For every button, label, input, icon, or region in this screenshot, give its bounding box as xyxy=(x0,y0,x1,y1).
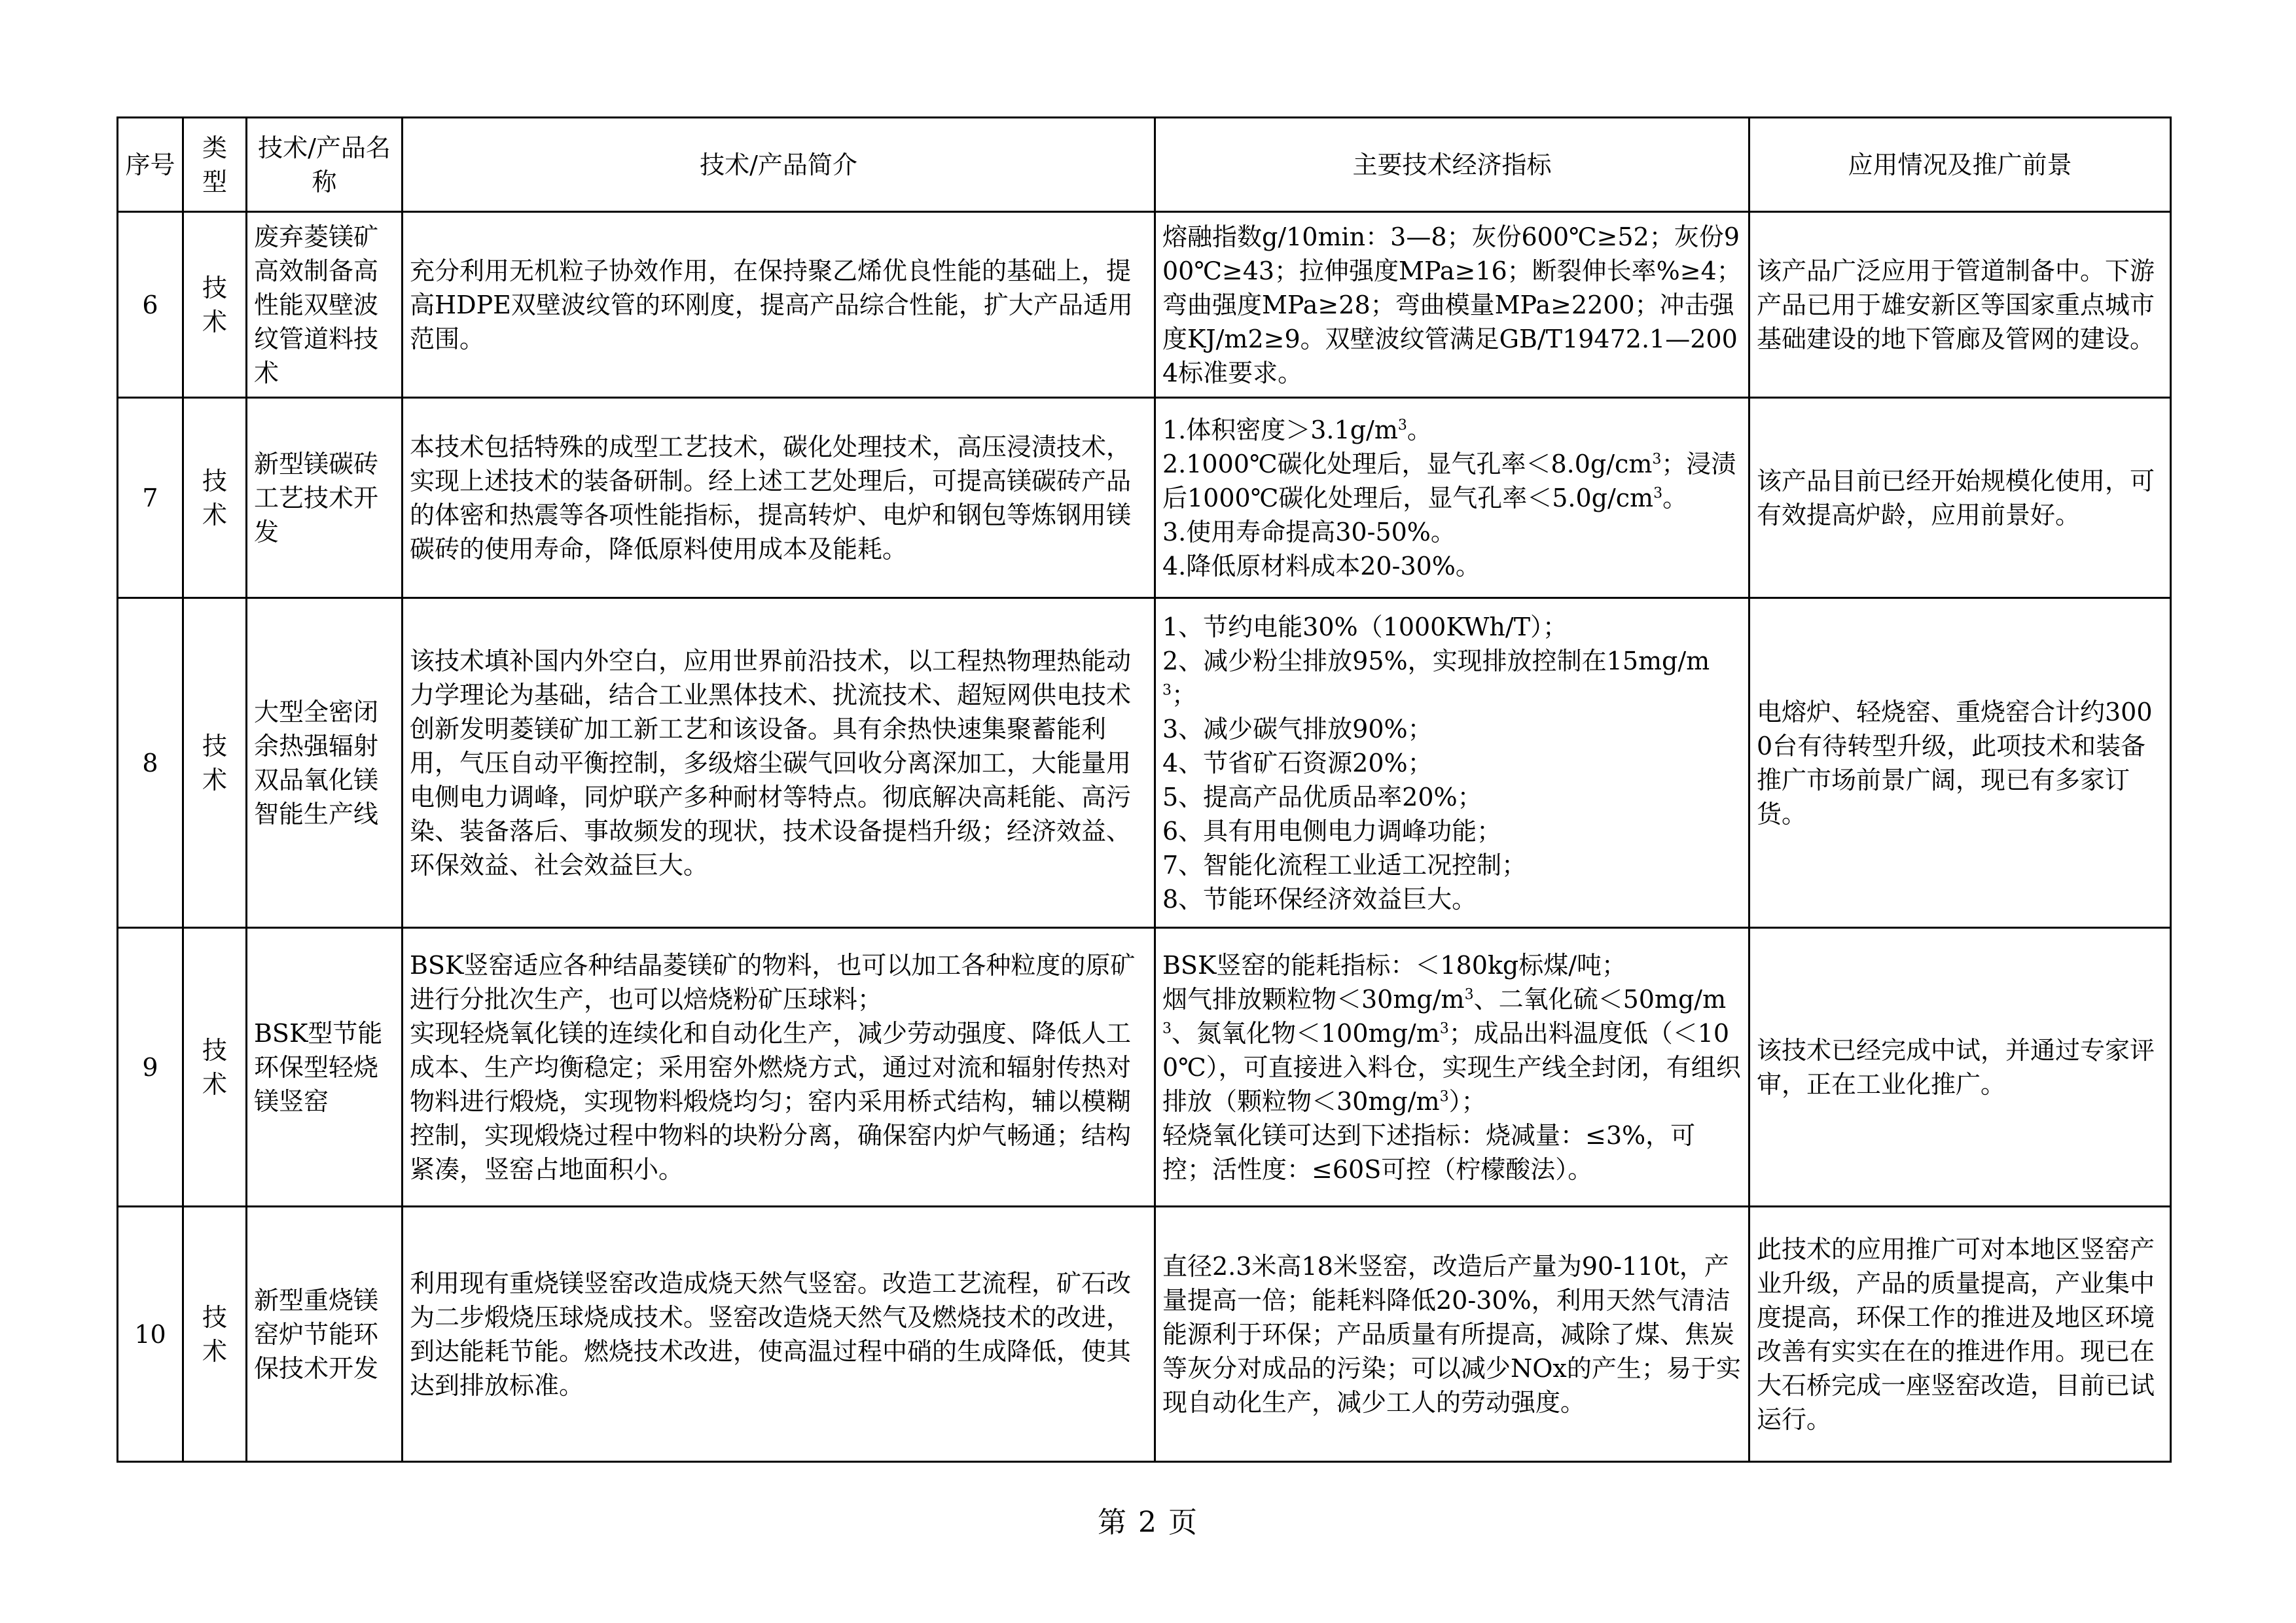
row-type: 技术 xyxy=(183,398,247,598)
technology-table xyxy=(117,116,2172,1463)
row-name: 废弃菱镁矿高效制备高性能双壁波纹管道料技术 xyxy=(247,212,403,398)
table-row xyxy=(118,212,2171,398)
indicator-line: 1.体积密度$>3.1g/m^3$。 xyxy=(1162,415,1432,444)
indicator-line: 8、节能环保经济效益巨大。 xyxy=(1162,884,1477,914)
row-type: 技术 xyxy=(183,212,247,398)
row-desc: BSK竖窑适应各种结晶菱镁矿的物料，也可以加工各种粒度的原矿进行分批次生产，也可以焙烧粉矿压球料； 实现轻烧氧化镁的连续化和自动化生产，减少劳动强度、降低人工成本、生产均衡稳定；采用窑外燃烧方式，通过对流和辐射传热对物料进行煅烧，实现物料煅烧均匀；窑内采用桥式结构，辅以模糊控制，实现煅烧过程中物料的块粉分离，确保窑内炉气畅通；结构紧凑，竖窑占地面积小。 xyxy=(403,928,1155,1207)
row-indicators xyxy=(1155,398,1749,598)
row-num: 8 xyxy=(118,598,183,928)
indicator-line: 烟气排放颗粒物$<30mg/m^3$、二氧化硫$<50mg/m^3$、氮氧化物$<100mg/m^3$；成品出料温度低（＜100℃），可直接进入料仓，实现生产线全封闭，有组织排放（颗粒物$<30mg/m^3$）； xyxy=(1162,984,1741,1116)
row-num: 7 xyxy=(118,398,183,598)
indicator-line: 2.1000℃碳化处理后，显气孔率$<8.0g/cm^3$；浸渍后1000℃碳化处理后，显气孔率$<5.0g/cm^3$。 xyxy=(1162,449,1736,512)
header-indicators: 主要技术经济指标 xyxy=(1155,118,1749,212)
indicator-line: 轻烧氧化镁可达到下述指标：烧减量：≤3%，可控；活性度：≤60S可控（柠檬酸法）。 xyxy=(1162,1120,1696,1184)
indicator-line: 7、智能化流程工业适工况控制； xyxy=(1162,850,1527,880)
indicator-line: 1、节约电能30%（1000KWh/T）； xyxy=(1162,612,1568,641)
indicator-line: 5、提高产品优质品率20%； xyxy=(1162,782,1482,812)
table-row xyxy=(118,928,2171,1207)
page-number: 第 2 页 xyxy=(1098,1506,1198,1539)
indicator-line: 4.降低原材料成本20-30%。 xyxy=(1162,551,1480,580)
row-num: 9 xyxy=(118,928,183,1207)
indicator-line: 3.使用寿命提高30-50%。 xyxy=(1162,517,1456,546)
row-desc: 利用现有重烧镁竖窑改造成烧天然气竖窑。改造工艺流程，矿石改为二步煅烧压球烧成技术。竖窑改造烧天然气及燃烧技术的改进，到达能耗节能。燃烧技术改进，使高温过程中硝的生成降低，使其达到排放标准。 xyxy=(403,1207,1155,1462)
row-desc: 本技术包括特殊的成型工艺技术，碳化处理技术，高压浸渍技术，实现上述技术的装备研制。经上述工艺处理后，可提高镁碳砖产品的体密和热震等各项性能指标，提高转炉、电炉和钢包等炼钢用镁碳砖的使用寿命，降低原料使用成本及能耗。 xyxy=(403,398,1155,598)
row-name: 新型镁碳砖工艺技术开发 xyxy=(247,398,403,598)
row-desc: 该技术填补国内外空白，应用世界前沿技术，以工程热物理热能动力学理论为基础，结合工业黑体技术、扰流技术、超短网供电技术创新发明菱镁矿加工新工艺和该设备。具有余热快速集聚蓄能利用，气压自动平衡控制，多级熔尘碳气回收分离深加工，大能量用电侧电力调峰，同炉联产多种耐材等特点。彻底解决高耗能、高污染、装备落后、事故频发的现状，技术设备提档升级；经济效益、环保效益、社会效益巨大。 xyxy=(403,598,1155,928)
row-num: 10 xyxy=(118,1207,183,1462)
indicator-line: 3、减少碳气排放90%； xyxy=(1162,714,1433,743)
row-type: 技术 xyxy=(183,928,247,1207)
row-indicators xyxy=(1155,928,1749,1207)
row-indicators xyxy=(1155,598,1749,928)
header-application: 应用情况及推广前景 xyxy=(1749,118,2171,212)
row-application: 该产品广泛应用于管道制备中。下游产品已用于雄安新区等国家重点城市基础建设的地下管廊及管网的建设。 xyxy=(1749,212,2171,398)
header-type: 类型 xyxy=(183,118,247,212)
indicator-line: 4、节省矿石资源20%； xyxy=(1162,748,1433,777)
row-num: 6 xyxy=(118,212,183,398)
table-row xyxy=(118,598,2171,928)
header-name: 技术/产品名称 xyxy=(247,118,403,212)
table-row xyxy=(118,1207,2171,1462)
table-row xyxy=(118,398,2171,598)
row-application: 此技术的应用推广可对本地区竖窑产业升级，产品的质量提高，产业集中度提高，环保工作的推进及地区环境改善有实实在在的推进作用。现已在大石桥完成一座竖窑改造，目前已试运行。 xyxy=(1749,1207,2171,1462)
indicator-line: BSK竖窑的能耗指标：＜180kg标煤/吨； xyxy=(1162,950,1627,980)
indicator-line: 6、具有用电侧电力调峰功能； xyxy=(1162,816,1502,846)
header-row xyxy=(118,118,2171,212)
row-name: 新型重烧镁窑炉节能环保技术开发 xyxy=(247,1207,403,1462)
row-application: 该产品目前已经开始规模化使用，可有效提高炉龄，应用前景好。 xyxy=(1749,398,2171,598)
row-indicators: 直径2.3米高18米竖窑，改造后产量为90-110t，产量提高一倍；能耗料降低20-30%，利用天然气清洁能源利于环保；产品质量有所提高，减除了煤、焦炭等灰分对成品的污染；可以减少NOx的产生；易于实现自动化生产，减少工人的劳动强度。 xyxy=(1155,1207,1749,1462)
row-application: 该技术已经完成中试，并通过专家评审，正在工业化推广。 xyxy=(1749,928,2171,1207)
indicator-line: 2、减少粉尘排放95%，实现排放控制在$15mg/m^3$； xyxy=(1162,646,1710,709)
row-indicators: 熔融指数g/10min：3—8；灰份600℃≥52；灰份900℃≥43；拉伸强度MPa≥16；断裂伸长率%≥4；弯曲强度MPa≥28；弯曲模量MPa≥2200；冲击强度KJ/m2≥9。双壁波纹管满足GB/T19472.1—2004标准要求。 xyxy=(1155,212,1749,398)
row-desc: 充分利用无机粒子协效作用，在保持聚乙烯优良性能的基础上，提高HDPE双壁波纹管的环刚度，提高产品综合性能，扩大产品适用范围。 xyxy=(403,212,1155,398)
header-num: 序号 xyxy=(118,118,183,212)
row-type: 技术 xyxy=(183,598,247,928)
row-name: BSK型节能环保型轻烧镁竖窑 xyxy=(247,928,403,1207)
row-application: 电熔炉、轻烧窑、重烧窑合计约3000台有待转型升级，此项技术和装备推广市场前景广阔，现已有多家订货。 xyxy=(1749,598,2171,928)
header-desc: 技术/产品简介 xyxy=(403,118,1155,212)
row-name: 大型全密闭余热强辐射双品氧化镁智能生产线 xyxy=(247,598,403,928)
row-type: 技术 xyxy=(183,1207,247,1462)
